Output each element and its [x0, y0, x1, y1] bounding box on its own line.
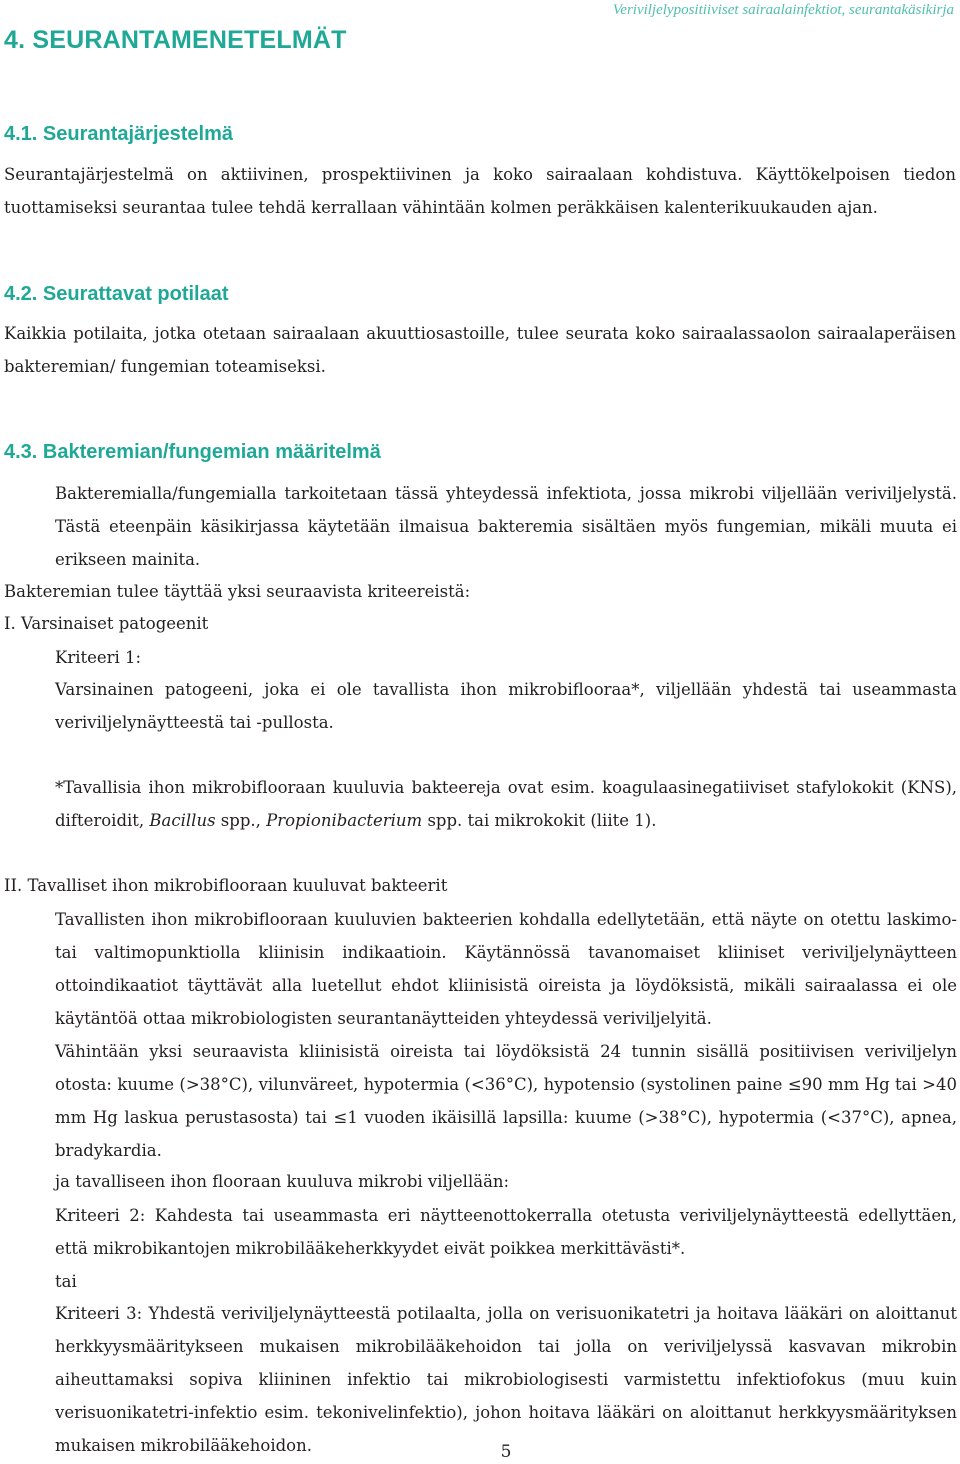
- section-4-3-intro: Bakteremialla/fungemialla tarkoitetaan tässä yhteydessä infektiota, jossa mikrobi viljellään veriviljelystä. Tästä eteenpäin käsikirjassa käytetään ilmaisua bakteremia sisältäen myös fungemian, mikäli muuta ei erikseen mainita.: [55, 484, 957, 569]
- footnote-propionibacterium: Propionibacterium: [266, 811, 423, 830]
- group-2-para-2: Vähintään yksi seuraavista kliinisistä oireista tai löydöksistä 24 tunnin sisällä positiivisen veriviljelyn otosta: kuume (>38°C), vilunväreet, hypotermia (<36°C), hypotensio (systolinen paine ≤90 mm Hg tai >40 mm Hg laskua perustasosta) tai ≤1 vuoden ikäisillä lapsilla: kuume (>38°C), hypotermia (<37°C), apnea, bradykardia.: [55, 1042, 957, 1160]
- criteria-lead: Bakteremian tulee täyttää yksi seuraavista kriteereistä:: [4, 582, 471, 601]
- running-header-title: Veriviljelypositiiviset sairaalainfektiot, seurantakäsikirja: [612, 2, 954, 18]
- or-connector: tai: [55, 1272, 77, 1291]
- criterion-3-text: Kriteeri 3: Yhdestä veriviljelynäytteestä potilaalta, jolla on verisuonikatetri ja hoitava lääkäri on aloittanut herkkyysmääritykseen mukaisen mikrobilääkehoidon tai jolla on veriviljelyssä kasvavan mikrobin aiheuttamaksi sopiva kliininen infektio tai mikrobiologisesti varmistettu infektiofokus (muu kuin verisuonikatetri-infektio esim. tekonivelinfektio), johon hoitava lääkäri on aloittanut herkkyysmäärityksen mukaisen mikrobilääkehoidon.: [55, 1304, 957, 1455]
- section-4-2-text: Kaikkia potilaita, jotka otetaan sairaalaan akuuttiosastoille, tulee seurata koko sairaalassaolon sairaalaperäisen bakteremian/ fungemian toteamiseksi.: [4, 324, 956, 376]
- footnote-text-end: spp. tai mikrokokit (liite 1).: [422, 811, 657, 830]
- section-heading-4-3: 4.3. Bakteremian/fungemian määritelmä: [4, 441, 381, 463]
- chapter-title: 4. SEURANTAMENETELMÄT: [4, 26, 347, 54]
- group-2-para-1: Tavallisten ihon mikrobiflooraan kuuluvien bakteerien kohdalla edellytetään, että näyte on otettu laskimo- tai valtimopunktiolla kliinisin indikaatioin. Käytännössä tavanomaiset kliiniset veriviljelynäytteen ottoindikaatiot täyttävät alla luetellut ehdot kliinisistä oireista ja löydöksistä, mikäli sairaalassa ei ole käytäntöä ottaa mikrobiologisten seurantanäytteiden yhteydessä veriviljelyitä.: [55, 910, 957, 1028]
- footnote-text-mid: spp.,: [215, 811, 267, 830]
- criterion-1-text: Varsinainen patogeeni, joka ei ole tavallista ihon mikrobiflooraa*, viljellään yhdestä tai useammasta veriviljelynäytteestä tai -pullosta.: [55, 680, 957, 732]
- group-2-para-3: ja tavalliseen ihon flooraan kuuluva mikrobi viljellään:: [55, 1172, 510, 1191]
- section-heading-4-2: 4.2. Seurattavat potilaat: [4, 283, 229, 305]
- criterion-2-text: Kriteeri 2: Kahdesta tai useammasta eri näytteenottokerralla otetusta veriviljelynäytteestä edellyttäen, että mikrobikantojen mikrobilääkeherkkyydet eivät poikkea merkittävästi*.: [55, 1206, 957, 1258]
- section-4-1-text: Seurantajärjestelmä on aktiivinen, prospektiivinen ja koko sairaalaan kohdistuva. Käyttökelpoisen tiedon tuottamiseksi seurantaa tulee tehdä kerrallaan vähintään kolmen peräkkäisen kalenterikuukauden ajan.: [4, 165, 956, 217]
- group-1-title: I. Varsinaiset patogeenit: [4, 614, 209, 633]
- criterion-1-label: Kriteeri 1:: [55, 648, 142, 667]
- page-number: 5: [500, 1442, 512, 1462]
- footnote-skin-flora: [55, 771, 957, 837]
- footnote-bacillus: Bacillus: [149, 811, 216, 830]
- group-2-title: II. Tavalliset ihon mikrobiflooraan kuuluvat bakteerit: [4, 876, 448, 895]
- footnote-text-start: *Tavallisia ihon mikrobiflooraan kuuluvia bakteereja ovat esim. koagulaasinegatiiviset stafylokokit (KNS), difteroidit,: [55, 778, 957, 830]
- section-heading-4-1: 4.1. Seurantajärjestelmä: [4, 123, 234, 145]
